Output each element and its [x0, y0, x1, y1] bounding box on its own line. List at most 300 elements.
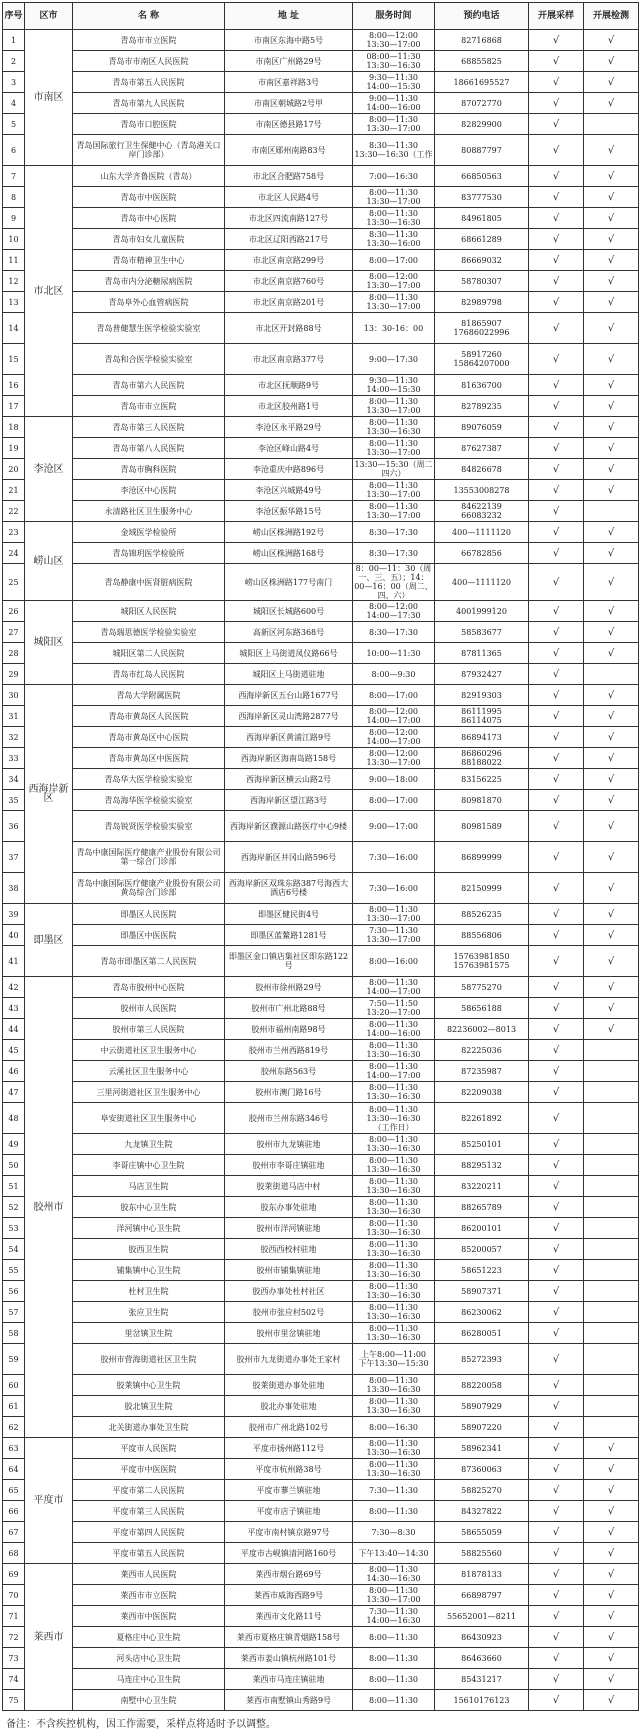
sampling-check: √: [529, 873, 584, 904]
service-time: 8:00—11:30 13:30—17:00: [353, 904, 435, 925]
phone-number: 87072770: [435, 93, 529, 114]
service-time: 8:00—11:30 13:30—17:00: [353, 438, 435, 459]
service-time: 上午8:00—11:00 下午13:30—15:30: [353, 1344, 435, 1375]
row-number: 9: [3, 208, 25, 229]
site-address: 市北区人民路4号: [225, 187, 353, 208]
site-address: 市北区南京路760号: [225, 271, 353, 292]
sampling-check: √: [529, 1281, 584, 1302]
testing-check: √: [584, 313, 639, 344]
phone-number: 58775270: [435, 977, 529, 998]
site-name: 青岛阜外心血管病医院: [73, 292, 225, 313]
service-time: 8:00—11:30: [353, 1501, 435, 1522]
phone-number: 82209038: [435, 1082, 529, 1103]
sampling-check: √: [529, 459, 584, 480]
service-time: 8:00—11:30 13:30—16:30: [353, 1134, 435, 1155]
table-row: [3, 1438, 639, 1459]
site-address: 胶北办事处驻地: [225, 1396, 353, 1417]
site-address: 胶莱街道马店中村: [225, 1176, 353, 1197]
phone-number: 86280051: [435, 1323, 529, 1344]
testing-check: √: [584, 292, 639, 313]
row-number: 62: [3, 1417, 25, 1438]
site-address: 高新区河东路368号: [225, 622, 353, 643]
testing-check: √: [584, 601, 639, 622]
testing-check: [584, 1176, 639, 1197]
testing-check: √: [584, 543, 639, 564]
table-row: [3, 1459, 639, 1480]
phone-number: 82829900: [435, 114, 529, 135]
table-row: [3, 1155, 639, 1176]
header-service-time: 服务时间: [353, 3, 435, 30]
site-address: 胶莱街道办事处驻地: [225, 1375, 353, 1396]
district-cell: 即墨区: [25, 904, 73, 977]
site-name: 青岛大学附属医院: [73, 685, 225, 706]
footnote: 备注：不含疾控机构，因工作需要，采样点将适时予以调整。: [6, 1719, 276, 1730]
table-row: [3, 1648, 639, 1669]
row-number: 64: [3, 1459, 25, 1480]
table-row: [3, 769, 639, 790]
district-cell: 市南区: [25, 30, 73, 166]
table-row: [3, 1040, 639, 1061]
row-number: 32: [3, 727, 25, 748]
service-time: 8:00—11:30 13:30—17:00: [353, 292, 435, 313]
phone-number: 13553008278: [435, 480, 529, 501]
site-address: 市北区南京路299号: [225, 250, 353, 271]
service-time: 9:00—18:00: [353, 769, 435, 790]
service-time: 8:30—11:30 13:30—16:00: [353, 229, 435, 250]
site-address: 平度市南村镇京路97号: [225, 1522, 353, 1543]
testing-check: √: [584, 977, 639, 998]
row-number: 4: [3, 93, 25, 114]
phone-number: 85200057: [435, 1239, 529, 1260]
table-row: [3, 72, 639, 93]
row-number: 25: [3, 564, 25, 601]
row-number: 39: [3, 904, 25, 925]
phone-number: 82919303: [435, 685, 529, 706]
service-time: 13：30-16：00: [353, 313, 435, 344]
header-phone: 预约电话: [435, 3, 529, 30]
site-address: 西海岸新区海南岛路158号: [225, 748, 353, 769]
phone-number: 88220058: [435, 1375, 529, 1396]
table-row: [3, 748, 639, 769]
site-address: 西海岸新区濮源山路医疗中心9楼: [225, 811, 353, 842]
testing-check: √: [584, 925, 639, 946]
row-number: 15: [3, 344, 25, 375]
row-number: 71: [3, 1606, 25, 1627]
phone-number: 81636700: [435, 375, 529, 396]
table-row: [3, 271, 639, 292]
testing-check: √: [584, 811, 639, 842]
table-row: [3, 842, 639, 873]
site-address: 西海岸新区五台山路1677号: [225, 685, 353, 706]
sampling-check: √: [529, 522, 584, 543]
site-address: 胶州市李哥庄镇驻地: [225, 1155, 353, 1176]
testing-check: √: [584, 748, 639, 769]
site-address: 市北区南京路201号: [225, 292, 353, 313]
site-name: 青岛市第六人民医院: [73, 375, 225, 396]
site-name: 青岛市中医医院: [73, 187, 225, 208]
site-name: 青岛市第九人民医院: [73, 93, 225, 114]
table-row: [3, 93, 639, 114]
service-time: 7:30—11:30: [353, 1480, 435, 1501]
header-district: 区市: [25, 3, 73, 30]
phone-number: 85272393: [435, 1344, 529, 1375]
table-row: [3, 229, 639, 250]
phone-number: 15610176123: [435, 1690, 529, 1711]
sampling-check: √: [529, 375, 584, 396]
service-time: 8:00—11:30 13:30—16:30: [353, 1197, 435, 1218]
sampling-check: √: [529, 1690, 584, 1711]
site-name: 青岛国际旅行卫生保健中心（青岛港关口岸门诊部）: [73, 135, 225, 166]
site-name: 青岛市胸科医院: [73, 459, 225, 480]
district-cell: 胶州市: [25, 977, 73, 1438]
site-address: 城阳区长城路600号: [225, 601, 353, 622]
row-number: 41: [3, 946, 25, 977]
site-name: 青岛静康中医肾脏病医院: [73, 564, 225, 601]
testing-check: √: [584, 271, 639, 292]
site-address: 市北区辽阳西路217号: [225, 229, 353, 250]
row-number: 20: [3, 459, 25, 480]
site-name: 平度市人民医院: [73, 1438, 225, 1459]
testing-check: √: [584, 375, 639, 396]
testing-check: √: [584, 208, 639, 229]
phone-number: 82236002—8013: [435, 1019, 529, 1040]
row-number: 11: [3, 250, 25, 271]
service-time: 8：00—11：30（周一、三、五）；14：00—16：00（周二、四、六）: [354, 564, 433, 600]
site-address: 西海岸新区灵山湾路2877号: [225, 706, 353, 727]
sampling-check: √: [529, 727, 584, 748]
site-address: 市南区朝城路2号甲: [225, 93, 353, 114]
service-time: 9:00—17:00: [353, 811, 435, 842]
service-time: 8:00—11:30 14:00—17:00: [353, 977, 435, 998]
row-number: 22: [3, 501, 25, 522]
phone-number: 83220211: [435, 1176, 529, 1197]
testing-check: √: [584, 727, 639, 748]
site-address: 西海岸新区双珠东路387号海西大酒店6号楼: [225, 873, 353, 904]
sampling-check: √: [529, 1564, 584, 1585]
testing-check: √: [584, 1627, 639, 1648]
testing-check: √: [584, 459, 639, 480]
site-name: 青岛锐贤医学检验实验室: [73, 811, 225, 842]
district-cell: 平度市: [25, 1438, 73, 1564]
site-address: 市南区德县路17号: [225, 114, 353, 135]
service-time: 7:30—11:30 13:30—17:00: [353, 925, 435, 946]
site-address: 城阳区上马街道驻地: [225, 664, 353, 685]
table-row: [3, 706, 639, 727]
site-name: 中云街道社区卫生服务中心: [73, 1040, 225, 1061]
table-row: [3, 1480, 639, 1501]
site-address: 市南区郧州南路83号: [225, 135, 353, 166]
table-row: [3, 1281, 639, 1302]
row-number: 74: [3, 1669, 25, 1690]
row-number: 51: [3, 1176, 25, 1197]
sampling-check: √: [529, 1103, 584, 1134]
phone-number: 86669032: [435, 250, 529, 271]
site-address: 平度市古岘镇清河路160号: [225, 1543, 353, 1564]
table-row: [3, 1344, 639, 1375]
site-address: 西海岸新区井冈山路596号: [225, 842, 353, 873]
testing-check: √: [584, 135, 639, 166]
site-name: 青岛市中心医院: [73, 208, 225, 229]
testing-check: √: [584, 790, 639, 811]
site-address: 即墨区蓝鳌路1281号: [225, 925, 353, 946]
site-name: 阜安街道社区卫生服务中心: [73, 1103, 225, 1134]
phone-number: 83156225: [435, 769, 529, 790]
site-address: 市北区合肥路758号: [225, 166, 353, 187]
row-number: 33: [3, 748, 25, 769]
service-time: 10:00—11:30: [353, 643, 435, 664]
row-number: 69: [3, 1564, 25, 1585]
row-number: 19: [3, 438, 25, 459]
testing-check: √: [584, 522, 639, 543]
phone-number: 88556806: [435, 925, 529, 946]
row-number: 60: [3, 1375, 25, 1396]
table-row: [3, 1396, 639, 1417]
site-address: 莱西市姜山镇杭州路101号: [225, 1648, 353, 1669]
site-address: 胶东办事处驻地: [225, 1197, 353, 1218]
row-number: 48: [3, 1103, 25, 1134]
district-cell: 西海岸新区: [25, 685, 73, 904]
testing-check: [584, 1218, 639, 1239]
site-address: 平度市蓼兰镇驻地: [225, 1480, 353, 1501]
site-address: 胶州市九龙镇驻地: [225, 1134, 353, 1155]
sampling-check: √: [529, 998, 584, 1019]
sampling-check: √: [529, 72, 584, 93]
table-row: [3, 1543, 639, 1564]
table-row: [3, 904, 639, 925]
row-number: 47: [3, 1082, 25, 1103]
row-number: 38: [3, 873, 25, 904]
testing-check: √: [584, 72, 639, 93]
table-row: [3, 873, 639, 904]
testing-check: [584, 1260, 639, 1281]
testing-check: √: [584, 904, 639, 925]
phone-number: 80981870: [435, 790, 529, 811]
site-name: 青岛市第五人民医院: [73, 72, 225, 93]
sampling-check: √: [529, 1438, 584, 1459]
phone-number: 87627387: [435, 438, 529, 459]
row-number: 58: [3, 1323, 25, 1344]
testing-check: √: [584, 1669, 639, 1690]
row-number: 43: [3, 998, 25, 1019]
sampling-check: √: [529, 685, 584, 706]
table-row: [3, 1585, 639, 1606]
service-time: 8:00—11:30 13:30—16:30: [353, 1281, 435, 1302]
sampling-check: √: [529, 946, 584, 977]
site-name: 青岛市黄岛区中医医院: [73, 748, 225, 769]
testing-check: √: [584, 51, 639, 72]
row-number: 18: [3, 417, 25, 438]
testing-check: [584, 664, 639, 685]
site-address: 市南区广州路29号: [225, 51, 353, 72]
site-name: 南墅中心卫生院: [73, 1690, 225, 1711]
site-name: 城阳区人民医院: [73, 601, 225, 622]
table-row: [3, 1501, 639, 1522]
testing-check: [584, 1239, 639, 1260]
phone-number: 87235987: [435, 1061, 529, 1082]
site-name: 平度市第二人民医院: [73, 1480, 225, 1501]
row-number: 70: [3, 1585, 25, 1606]
row-number: 53: [3, 1218, 25, 1239]
service-time: 7:30—16:00: [353, 873, 435, 904]
row-number: 72: [3, 1627, 25, 1648]
testing-check: √: [584, 873, 639, 904]
service-time: 8:00—11:30 13:30—17:00: [353, 1585, 435, 1606]
header-sampling: 开展采样: [529, 3, 584, 30]
row-number: 57: [3, 1302, 25, 1323]
service-time: 8:00—11:30 13:30—16:30: [353, 1396, 435, 1417]
table-row: [3, 1302, 639, 1323]
testing-check: √: [584, 30, 639, 51]
sampling-check: √: [529, 396, 584, 417]
site-name: 北关街道办事处卫生院: [73, 1417, 225, 1438]
row-number: 31: [3, 706, 25, 727]
site-name: 莱西市市立医院: [73, 1585, 225, 1606]
service-time: 8:00—11:30 13:30—16:30: [353, 1323, 435, 1344]
sampling-check: √: [529, 229, 584, 250]
sampling-check: √: [529, 1585, 584, 1606]
testing-check: √: [584, 1480, 639, 1501]
district-cell: 市北区: [25, 166, 73, 417]
service-time: 9:30—11:30 14:00—15:30: [353, 375, 435, 396]
site-name: 青岛和合医学检验实验室: [73, 344, 225, 375]
table-row: [3, 790, 639, 811]
sampling-check: √: [529, 643, 584, 664]
site-name: 河头店中心卫生院: [73, 1648, 225, 1669]
row-number: 14: [3, 313, 25, 344]
phone-number: 400—1111120: [435, 564, 529, 601]
row-number: 24: [3, 543, 25, 564]
row-number: 46: [3, 1061, 25, 1082]
phone-number: 58780307: [435, 271, 529, 292]
site-address: 胶州市徐州路29号: [225, 977, 353, 998]
testing-check: √: [584, 93, 639, 114]
phone-number: 58917260 15864207000: [435, 344, 529, 375]
header-no: 序号: [3, 3, 25, 30]
table-row: [3, 30, 639, 51]
service-time: 8:00—11:30 13:30—16:30: [353, 1375, 435, 1396]
site-name: 青岛市红岛人民医院: [73, 664, 225, 685]
row-number: 40: [3, 925, 25, 946]
table-row: [3, 313, 639, 344]
row-number: 68: [3, 1543, 25, 1564]
row-number: 49: [3, 1134, 25, 1155]
testing-check: [584, 1396, 639, 1417]
phone-number: 400—1111120: [435, 522, 529, 543]
site-address: 平度市杭州路38号: [225, 1459, 353, 1480]
phone-number: 83777530: [435, 187, 529, 208]
site-name: 莱西市中医医院: [73, 1606, 225, 1627]
site-name: 马连庄中心卫生院: [73, 1669, 225, 1690]
table-row: [3, 396, 639, 417]
sampling-check: √: [529, 1627, 584, 1648]
table-row: [3, 1323, 639, 1344]
table-row: [3, 166, 639, 187]
phone-number: 66898797: [435, 1585, 529, 1606]
service-time: 8:00—11:30 13:30—16:30: [353, 1239, 435, 1260]
table-row: [3, 135, 639, 166]
service-time: 8:00—11:30 13:30—16:30: [353, 1040, 435, 1061]
testing-check: √: [584, 1606, 639, 1627]
table-row: [3, 1134, 639, 1155]
service-time: 8:00—11:30 13:30—17:00: [353, 114, 435, 135]
phone-number: 15763981850 15763981575: [435, 946, 529, 977]
table-row: [3, 501, 639, 522]
service-time: 8:00—17:00: [353, 790, 435, 811]
site-name: 金域医学检验所: [73, 522, 225, 543]
site-name: 洋河镇中心卫生院: [73, 1218, 225, 1239]
sampling-check: √: [529, 706, 584, 727]
testing-check: √: [584, 1438, 639, 1459]
sampling-check: √: [529, 1082, 584, 1103]
sampling-check: √: [529, 114, 584, 135]
service-time: 13:30—15:30（周二四六）: [354, 460, 433, 478]
service-time: 9:00—11:30 14:00—16:00: [353, 93, 435, 114]
service-time: 8:00—12:00 14:00—17:00: [353, 706, 435, 727]
district-cell: 城阳区: [25, 601, 73, 685]
site-address: 胶州市兰州东路346号: [225, 1103, 353, 1134]
row-number: 28: [3, 643, 25, 664]
row-number: 35: [3, 790, 25, 811]
table-row: [3, 1176, 639, 1197]
site-address: 市北区南京路377号: [225, 344, 353, 375]
site-name: 青岛市内分泌糖尿病医院: [73, 271, 225, 292]
table-row: [3, 250, 639, 271]
site-address: 胶州市里岔镇驻地: [225, 1323, 353, 1344]
phone-number: 82225036: [435, 1040, 529, 1061]
sampling-check: √: [529, 1040, 584, 1061]
table-row: [3, 459, 639, 480]
site-address: 莱西市马连庄镇驻地: [225, 1669, 353, 1690]
service-time: 8:00—16:30: [353, 1417, 435, 1438]
table-row: [3, 1218, 639, 1239]
table-row: [3, 375, 639, 396]
service-time: 8:00—11:30 13:30—16:30: [353, 1155, 435, 1176]
site-name: 青岛瑞思德医学检验实验室: [73, 622, 225, 643]
row-number: 13: [3, 292, 25, 313]
site-name: 铺集镇中心卫生院: [73, 1260, 225, 1281]
testing-check: √: [584, 1501, 639, 1522]
sampling-check: √: [529, 664, 584, 685]
service-time: 8:00—11:30 13:30—17:00: [353, 396, 435, 417]
row-number: 65: [3, 1480, 25, 1501]
testing-check: √: [584, 344, 639, 375]
site-address: 城阳区上马街道凤仪路66号: [225, 643, 353, 664]
header-address: 地 址: [225, 3, 353, 30]
site-name: 青岛锦玥医学检验所: [73, 543, 225, 564]
row-number: 26: [3, 601, 25, 622]
sampling-check: √: [529, 501, 584, 522]
phone-number: 88265789: [435, 1197, 529, 1218]
row-number: 29: [3, 664, 25, 685]
row-number: 34: [3, 769, 25, 790]
testing-check: √: [584, 946, 639, 977]
table-row: [3, 664, 639, 685]
phone-number: 86860296 88188022: [435, 748, 529, 769]
site-name: 青岛市即墨区第二人民医院: [73, 946, 225, 977]
sampling-check: √: [529, 1323, 584, 1344]
table-row: [3, 480, 639, 501]
row-number: 37: [3, 842, 25, 873]
sampling-check: √: [529, 601, 584, 622]
site-name: 夏格庄中心卫生院: [73, 1627, 225, 1648]
site-name: 青岛市市南区人民医院: [73, 51, 225, 72]
site-name: 城阳区第二人民医院: [73, 643, 225, 664]
header-name: 名 称: [73, 3, 225, 30]
sampling-check: √: [529, 1480, 584, 1501]
site-name: 云溪社区卫生服务中心: [73, 1061, 225, 1082]
testing-check: √: [584, 998, 639, 1019]
service-time: 8:00—11:30 13:30—16:30: [353, 1302, 435, 1323]
